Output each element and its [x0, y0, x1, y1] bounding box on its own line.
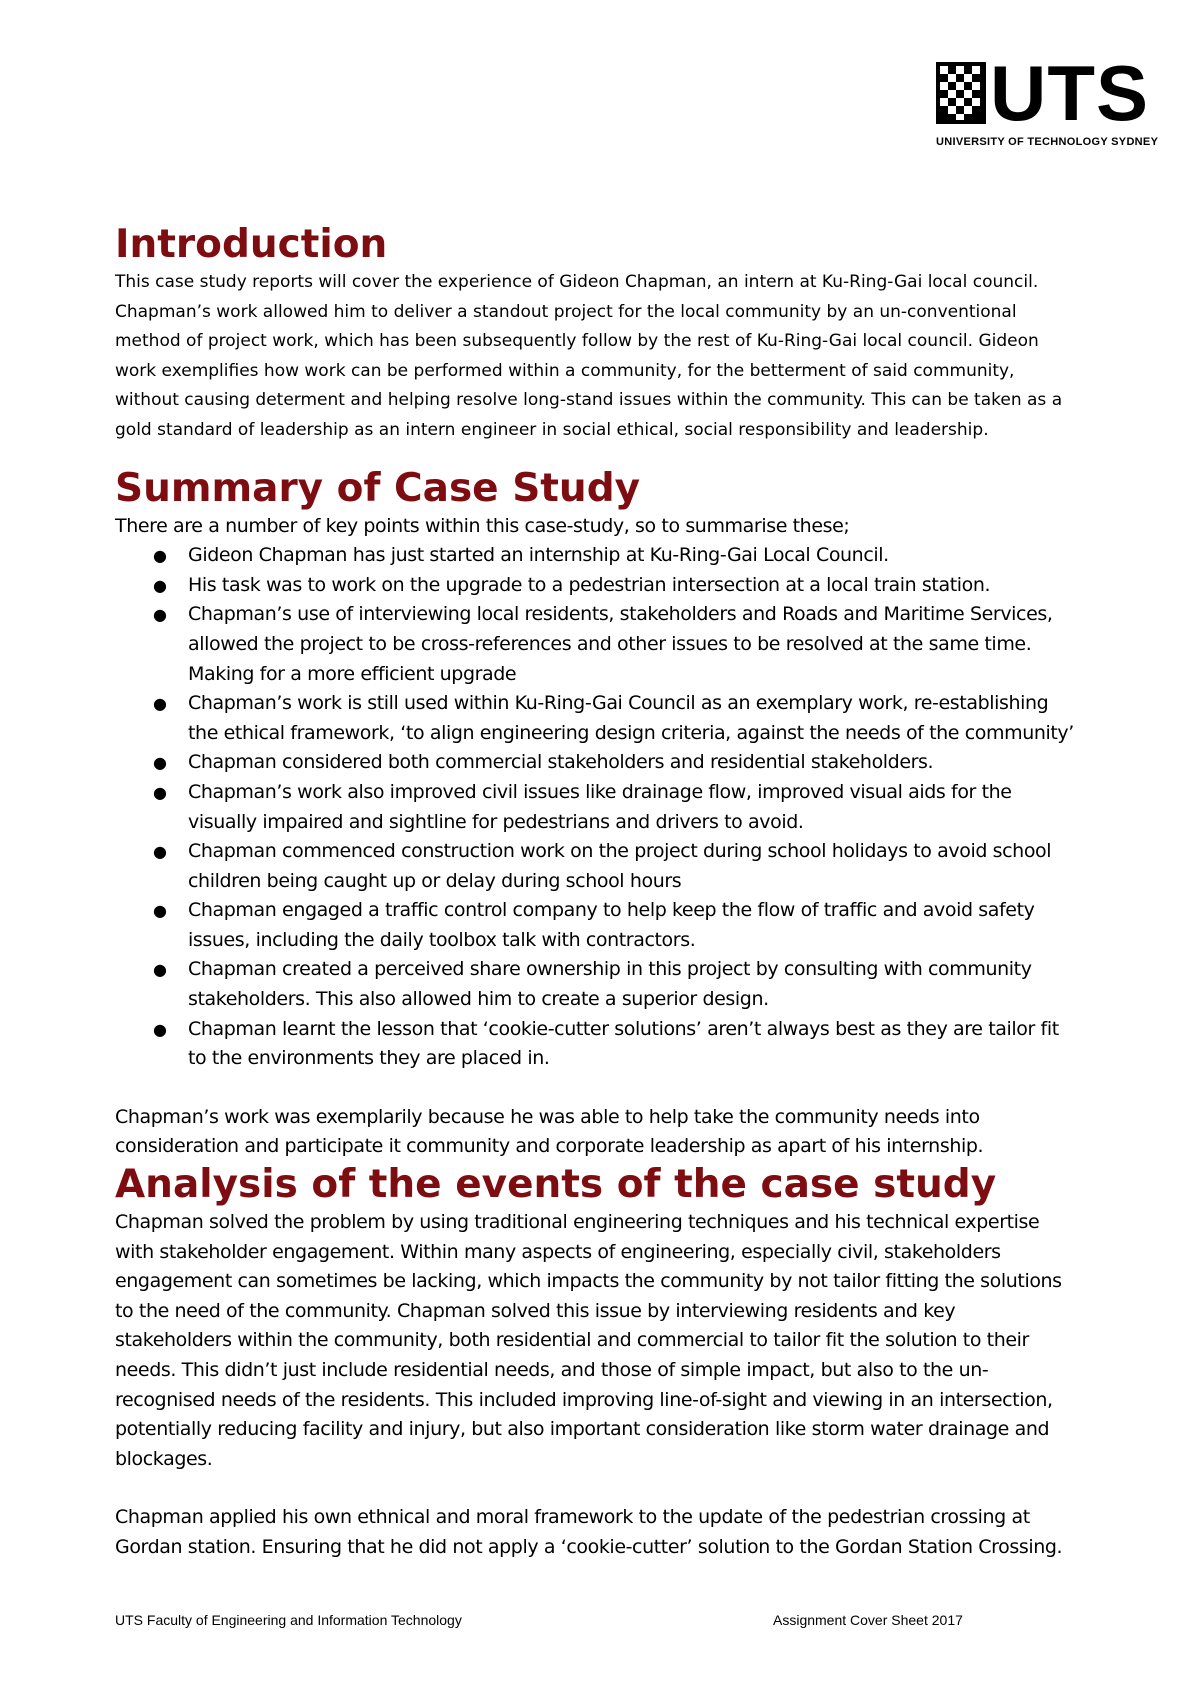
text-line: needs. This didn’t just include residential needs, and those of simple impact, but also to the un-: [115, 1359, 989, 1381]
text-line: Chapman applied his own ethnical and moral framework to the update of the pedestrian crossing at: [115, 1506, 1030, 1529]
text-line: without causing determent and helping resolve long-stand issues within the community. This can be taken as a: [115, 390, 1063, 411]
text-line: potentially reducing facility and injury, but also important consideration like storm water drainage and: [115, 1418, 1050, 1441]
text-line: to the need of the community. Chapman solved this issue by interviewing residents and key: [115, 1299, 956, 1322]
text-line: This case study reports will cover the experience of Gideon Chapman, an intern at Ku-Ring-Gai local council.: [115, 272, 1039, 292]
text-line: Chapman’s work was exemplarily because he was able to help take the community needs into: [115, 1105, 980, 1128]
text-line: Chapman’s work allowed him to deliver a standout project for the local community by an un-conventional: [115, 301, 1017, 322]
list-item: ● Gideon Chapman has just started an internship at Ku-Ring-Gai Local Council.: [115, 541, 1130, 571]
bullet-icon: ●: [153, 546, 167, 566]
text-line: consideration and participate it community and corporate leadership as apart of his internship.: [115, 1135, 984, 1158]
text-line: work exemplifies how work can be performed within a community, for the betterment of said community,: [115, 360, 1015, 381]
summary-intro: There are a number of key points within this case-study, so to summarise these;: [115, 514, 850, 537]
uts-logo-subtitle: UNIVERSITY OF TECHNOLOGY SYDNEY: [936, 136, 1159, 148]
footer-faculty: UTS Faculty of Engineering and Information Technology: [115, 1612, 462, 1628]
uts-logo: [936, 49, 1159, 152]
list-item: ● Chapman considered both commercial stakeholders and residential stakeholders.: [115, 748, 1130, 778]
footer-sheet-title: Assignment Cover Sheet 2017: [773, 1612, 963, 1628]
bullet-icon: ●: [153, 901, 167, 921]
bullet-icon: ●: [153, 753, 167, 773]
text-line: Gordan station. Ensuring that he did not apply a ‘cookie-cutter’ solution to the Gordan Station Crossing.: [115, 1535, 1063, 1558]
uts-wordmark: UTS: [990, 49, 1149, 137]
summary-heading: Summary of Case Study: [115, 465, 641, 511]
bullet-icon: ●: [153, 842, 167, 862]
analysis-paragraph-1: [115, 1208, 1130, 1474]
bullet-icon: ●: [153, 575, 167, 595]
list-item: ● Chapman created a perceived share ownership in this project by consulting with community stakeholders. This also allowed him to create a superior design.: [115, 955, 1130, 1014]
bullet-icon: ●: [153, 1019, 167, 1039]
bullet-icon: ●: [153, 960, 167, 980]
introduction-heading: Introduction: [115, 222, 388, 267]
list-item: ● Chapman engaged a traffic control company to help keep the flow of traffic and avoid safety issues, including the daily toolbox talk with contractors.: [115, 896, 1130, 955]
text-line: engagement can sometimes be lacking, which impacts the community by not tailor fitting the solutions: [115, 1270, 1062, 1293]
analysis-paragraph-2: [115, 1503, 1130, 1562]
summary-bullet-list: [115, 541, 1130, 1074]
introduction-paragraph: [115, 268, 1130, 446]
text-line: stakeholders within the community, both residential and commercial to tailor fit the solution to their: [115, 1329, 1029, 1352]
bullet-icon: ●: [153, 782, 167, 802]
text-line: blockages.: [115, 1447, 213, 1470]
list-item: ● Chapman’s work also improved civil issues like drainage flow, improved visual aids for the visually impaired and sightline for pedestrians and drivers to avoid.: [115, 778, 1130, 837]
list-item: ● Chapman commenced construction work on the project during school holidays to avoid school children being caught up or delay during school hours: [115, 837, 1130, 896]
text-line: method of project work, which has been subsequently follow by the rest of Ku-Ring-Gai local council. Gideon: [115, 331, 1039, 352]
document-body: [115, 222, 1130, 1563]
text-line: recognised needs of the residents. This included improving line-of-sight and viewing in an intersection,: [115, 1388, 1053, 1411]
list-item: ● Chapman’s use of interviewing local residents, stakeholders and Roads and Maritime Services, allowed the project to be cross-references and other issues to be resolved at the same time. Making for a more efficient upgrade: [115, 600, 1130, 689]
bullet-icon: ●: [153, 605, 167, 625]
summary-closing-paragraph: [115, 1103, 1130, 1162]
bullet-icon: ●: [153, 694, 167, 714]
text-line: Chapman solved the problem by using traditional engineering techniques and his technical expertise: [115, 1211, 1040, 1234]
list-item: ● Chapman’s work is still used within Ku-Ring-Gai Council as an exemplary work, re-establishing the ethical framework, ‘to align engineering design criteria, against the needs of the community’: [115, 689, 1130, 748]
text-line: gold standard of leadership as an intern engineer in social ethical, social responsibility and leadership.: [115, 419, 989, 440]
uts-logo-mark-icon: [936, 62, 986, 124]
analysis-heading: Analysis of the events of the case study: [115, 1162, 997, 1208]
text-line: with stakeholder engagement. Within many aspects of engineering, especially civil, stakeholders: [115, 1240, 1001, 1263]
list-item: ● His task was to work on the upgrade to a pedestrian intersection at a local train station.: [115, 571, 1130, 601]
list-item: ● Chapman learnt the lesson that ‘cookie-cutter solutions’ aren’t always best as they are tailor fit to the environments they are placed in.: [115, 1015, 1130, 1074]
